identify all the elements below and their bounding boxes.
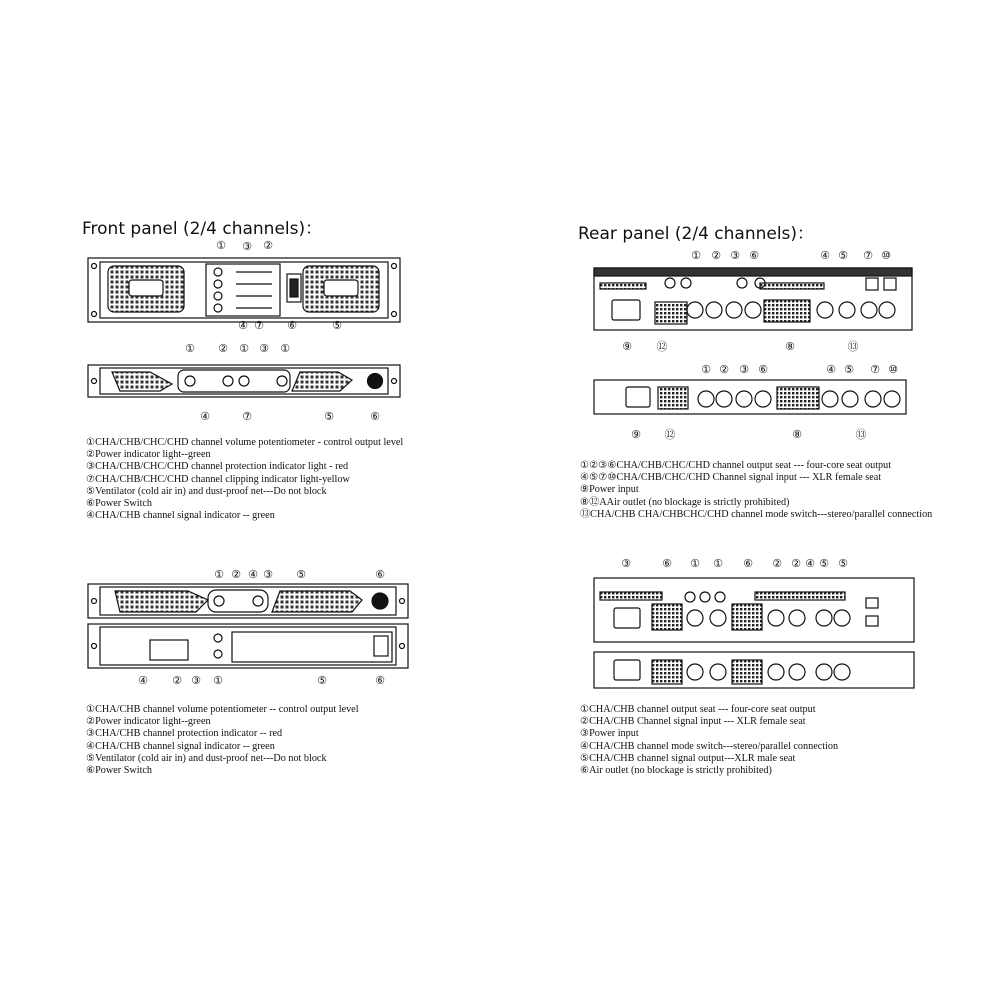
callout-label: ④: [826, 363, 836, 376]
rear-panel-4ch-1u-unit: [594, 380, 906, 414]
callout-label: ⑥: [370, 410, 380, 423]
callout-label: ⑫: [656, 340, 668, 353]
callout-label: ⑤: [332, 319, 342, 332]
callout-label: ④: [138, 674, 148, 687]
callout-label: ②: [218, 342, 228, 355]
legend-item: ①CHA/CHB channel output seat --- four-core seat output: [580, 704, 816, 715]
callout-label: ⑦: [863, 249, 873, 262]
callout-label: ④: [200, 410, 210, 423]
callout-label: ⑧: [792, 428, 802, 441]
callout-label: ⑥: [375, 568, 385, 581]
callout-label: ③: [263, 568, 273, 581]
legend-item: ①②③⑥CHA/CHB/CHC/CHD channel output seat --- four-core seat output: [580, 460, 892, 471]
legend-item: ③CHA/CHB/CHC/CHD channel protection indicator light - red: [86, 461, 349, 473]
legend-item: ⑨Power input: [580, 484, 639, 496]
legend-item: ③Power input: [580, 728, 639, 740]
callout-label: ③: [242, 240, 252, 253]
callout-label: ①: [214, 568, 224, 581]
rear-panel-title: Rear panel (2/4 channels)：: [578, 224, 815, 244]
rear-2ch-legend: [580, 704, 838, 777]
callout-label: ①: [216, 239, 226, 252]
callout-label: ⑨: [622, 340, 632, 353]
callout-label: ②: [172, 674, 182, 687]
air-outlet: [777, 387, 819, 409]
vent-grille: [292, 372, 352, 391]
legend-item: ④⑤⑦⑩CHA/CHB/CHC/CHD Channel signal input --- XLR female seat: [580, 472, 882, 484]
callout-label: ③: [621, 557, 631, 570]
callout-label: ⑬: [847, 340, 859, 353]
front-panel-title: Front panel (2/4 channels)：: [82, 219, 323, 239]
callout-label: ⑥: [375, 674, 385, 687]
legend-item: ①CHA/CHB channel volume potentiometer -- control output level: [86, 704, 359, 715]
legend-item: ⑬CHA/CHB CHA/CHBCHC/CHD channel mode switch---stereo/parallel connection: [580, 508, 933, 520]
legend-item: ②Power indicator light--green: [86, 449, 211, 461]
callout-label: ⑥: [287, 319, 297, 332]
rear-4ch-legend: [580, 460, 932, 521]
front-2ch-legend: [86, 704, 359, 777]
legend-item: ⑥Power Switch: [86, 765, 153, 777]
callout-label: ②: [231, 568, 241, 581]
legend-item: ①CHA/CHB/CHC/CHD channel volume potentiometer - control output level: [86, 437, 404, 448]
callout-label: ⑤: [296, 568, 306, 581]
callout-label: ⑩: [881, 249, 891, 262]
callout-label: ②: [711, 249, 721, 262]
callout-label: ④: [820, 249, 830, 262]
callout-label: ⑤: [838, 249, 848, 262]
air-outlet: [652, 604, 682, 630]
callout-label: ①: [213, 674, 223, 687]
legend-item: ⑥Air outlet (no blockage is strictly prohibited): [580, 765, 772, 777]
air-outlet: [732, 604, 762, 630]
air-outlet: [658, 387, 688, 409]
callout-label: ①: [713, 557, 723, 570]
callout-label: ⑥: [743, 557, 753, 570]
callout-label: ⑦: [242, 410, 252, 423]
callout-label: ①: [701, 363, 711, 376]
callout-label: ④: [248, 568, 258, 581]
front-panel-4ch-1u-unit: [88, 365, 400, 397]
callout-label: ④: [805, 557, 815, 570]
callout-label: ⑩: [888, 363, 898, 376]
callout-label: ⑫: [664, 428, 676, 441]
legend-item: ⑥Power Switch: [86, 498, 153, 510]
callout-label: ③: [259, 342, 269, 355]
legend-item: ④CHA/CHB channel mode switch---stereo/parallel connection: [580, 740, 839, 752]
callout-label: ⑦: [254, 319, 264, 332]
callout-label: ⑨: [631, 428, 641, 441]
front-4ch-legend: [86, 437, 403, 522]
front-panel-2ch-unit: [88, 584, 408, 668]
legend-item: ⑤CHA/CHB channel signal output---XLR male seat: [580, 752, 796, 764]
callout-label: ⑥: [662, 557, 672, 570]
callout-label: ⑧: [785, 340, 795, 353]
air-outlet: [764, 300, 810, 322]
air-outlet: [655, 302, 687, 324]
callout-label: ⑤: [819, 557, 829, 570]
legend-item: ②Power indicator light--green: [86, 716, 211, 728]
callout-label: ③: [739, 363, 749, 376]
rear-panel-4ch-unit: [594, 268, 912, 330]
callout-label: ③: [730, 249, 740, 262]
callout-label: ⑦: [870, 363, 880, 376]
callout-label: ①: [691, 249, 701, 262]
callout-label: ⑤: [844, 363, 854, 376]
legend-item: ④CHA/CHB channel signal indicator -- green: [86, 740, 275, 752]
front-panel-4ch-unit: [88, 258, 400, 322]
vent-grille: [272, 591, 362, 612]
callout-label: ①: [239, 342, 249, 355]
rear-panel-2ch-unit: [594, 578, 914, 688]
legend-item: ⑤Ventilator (cold air in) and dust-proof net---Do not block: [86, 485, 327, 497]
callout-label: ①: [690, 557, 700, 570]
callout-label: ②: [263, 239, 273, 252]
legend-item: ⑤Ventilator (cold air in) and dust-proof net---Do not block: [86, 752, 327, 764]
callout-label: ⑤: [324, 410, 334, 423]
legend-item: ③CHA/CHB channel protection indicator -- red: [86, 728, 283, 740]
legend-item: ⑧⑫AAir outlet (no blockage is strictly prohibited): [580, 496, 790, 508]
vent-grille: [115, 591, 208, 612]
callout-label: ⑤: [838, 557, 848, 570]
legend-item: ②CHA/CHB Channel signal input --- XLR female seat: [580, 716, 806, 728]
callout-label: ②: [791, 557, 801, 570]
callout-label: ⑥: [758, 363, 768, 376]
callout-label: ③: [191, 674, 201, 687]
callout-label: ⑥: [749, 249, 759, 262]
callout-label: ⑬: [855, 428, 867, 441]
legend-item: ④CHA/CHB channel signal indicator -- green: [86, 510, 275, 522]
callout-label: ④: [238, 319, 248, 332]
callout-label: ②: [772, 557, 782, 570]
callout-label: ①: [185, 342, 195, 355]
callout-label: ①: [280, 342, 290, 355]
legend-item: ⑦CHA/CHB/CHC/CHD channel clipping indicator light-yellow: [86, 473, 350, 485]
callout-label: ②: [719, 363, 729, 376]
callout-label: ⑤: [317, 674, 327, 687]
